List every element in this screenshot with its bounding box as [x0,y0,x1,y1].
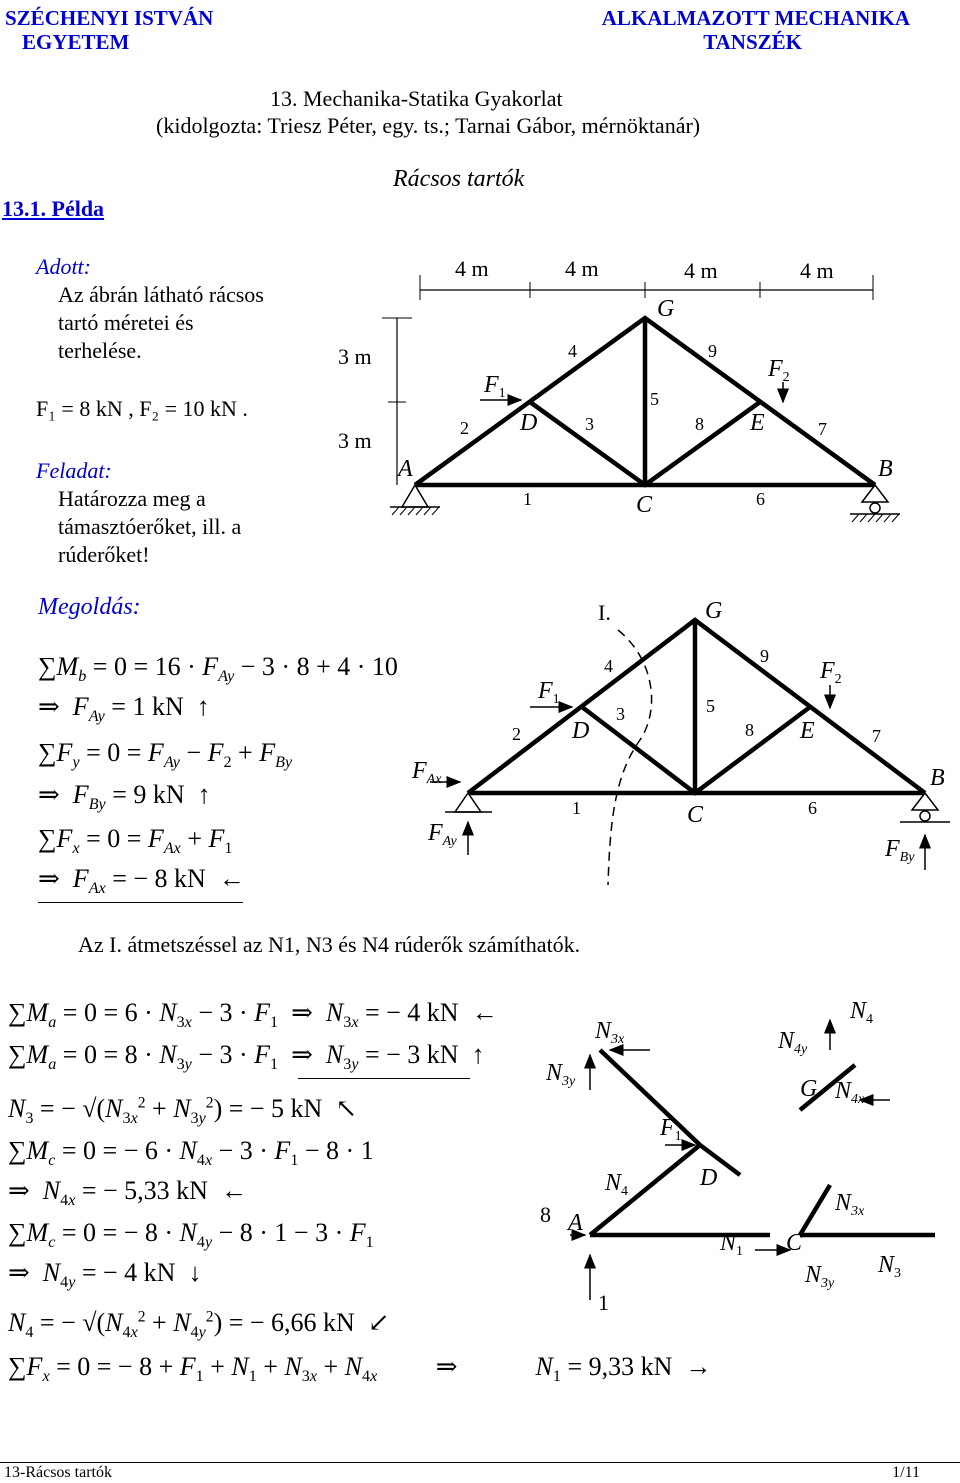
member-1b-label: 1 [572,798,581,818]
equation-N4y-result: ⇒ $N_{4y}$ = − 4 kN ↓ [8,1258,202,1292]
given-text-3: terhelése. [58,338,142,363]
force-FBy-label: $F_{By}$ [885,836,915,865]
equation-FAx-result: ⇒ $F_{Ax}$ = − 8 kN ← [38,864,245,898]
cut-label: I. [598,600,611,625]
fbd-N4b-label: $N_4$ [605,1170,629,1199]
member-5b-label: 5 [706,696,715,716]
fbd-N3yb-label: $N_{3y}$ [805,1262,835,1291]
dim-top-1: 4 m [455,256,489,281]
force-FAy-label: $F_{Ay}$ [428,820,457,849]
force-FAx-label: $F_{Ax}$ [412,758,442,787]
dim-left-1: 3 m [338,344,372,369]
node-B2-label: B [930,765,945,791]
task-text-2: támasztóerőket, ill. a [58,514,242,539]
node-C-label: C [636,492,653,518]
fbd-N4-label: $N_4$ [850,998,874,1027]
dim-top-4: 4 m [800,258,834,283]
truss-diagram-1 [0,0,960,600]
footer-rule [0,1462,960,1463]
equation-sum-Fy: $\sum F_y = 0 = F_{Ay} - F_2 + F_{By}$ [38,738,293,772]
fbd-1-label: 1 [598,1290,609,1315]
practice-title: 13. Mechanika-Statika Gyakorlat [270,86,563,111]
free-body-diagram [0,990,960,1370]
member-5-label: 5 [650,389,659,409]
node-A-label: A [398,456,413,482]
solution-label: Megoldás: [38,594,141,620]
node-E2-label: E [800,718,815,744]
department-name-line2: TANSZÉK [703,30,802,54]
given-label: Adott: [36,254,91,279]
equation-Mc-N4x: $\sum M_c = 0$ = − $6 \cdot N_{4x} - 3 \cdot F_1 - 8 \cdot 1$ [8,1136,374,1170]
member-8b-label: 8 [745,720,754,740]
force-F1-label: $F_1$ [484,372,506,401]
member-4b-label: 4 [604,656,613,676]
equation-Ma-N3x: $\sum M_a = 0 = 6 \cdot N_{3x} - 3 \cdot F_1$ ⇒ $N_{3x}$ = − 4 kN ← [8,998,498,1032]
task-label: Feladat: [36,458,112,483]
fbd-A-label: A [568,1210,583,1236]
equation-Ma-N3y: $\sum M_a = 0 = 8 \cdot N_{3y} - 3 \cdot F_1$ ⇒ $N_{3y}$ = − 3 kN ↑ [8,1040,485,1074]
node-D2-label: D [572,718,590,744]
example-label: 13.1. Példa [2,196,105,221]
given-text-1: Az ábrán látható rácsos [58,282,264,307]
node-E-label: E [750,410,765,436]
fbd-G-label: G [800,1076,818,1102]
equation-N3: $N_3$ = − $√(N_{3x}^2 + N_{3y}^2)$ = − 5 kN ↖ [8,1094,358,1128]
dim-top-3: 4 m [684,258,718,283]
member-9b-label: 9 [760,646,769,666]
equation-sum-Fx-N1: $\sum F_x = 0$ = − $8 + F_1 + N_1 + N_{3x} + N_{4x}$ ⇒ $N_1 = 9,33$ kN → [8,1352,712,1386]
university-name-line2: EGYETEM [22,30,130,54]
fbd-N3-label: $N_3$ [878,1252,902,1281]
member-7b-label: 7 [872,726,881,746]
member-9-label: 9 [708,341,717,361]
fbd-F1-label: $F_1$ [660,1115,682,1144]
node-C2-label: C [687,802,704,828]
footer-left: 13-Rácsos tartók [4,1464,112,1481]
department-name-line1: ALKALMAZOTT MECHANIKA [601,6,910,30]
fbd-C-label: C [786,1230,803,1256]
authors-line: (kidolgozta: Triesz Péter, egy. ts.; Tarnai Gábor, mérnöktanár) [156,113,701,138]
footer-page-number: 1/11 [892,1464,920,1481]
member-3-label: 3 [585,414,594,434]
fbd-N1-label: $N_1$ [720,1230,744,1259]
fbd-N4x-label: $N_{4x}$ [835,1078,865,1107]
equation-sum-Fx: $\sum F_x = 0 = F_{Ax} + F_1$ [38,824,233,858]
member-3b-label: 3 [616,704,625,724]
university-name-line1: SZÉCHENYI ISTVÁN [5,6,214,30]
node-B-label: B [878,456,893,482]
member-6b-label: 6 [808,798,817,818]
truss-diagram-2 [0,590,960,890]
member-7-label: 7 [818,419,827,439]
equation-FBy-result: ⇒ $F_{By} = 9$ kN ↑ [38,780,211,814]
member-4-label: 4 [568,341,577,361]
fbd-D-label: D [700,1165,718,1191]
force-F2-label: $F_2$ [768,356,790,385]
dim-left-2: 3 m [338,428,372,453]
result-underline-1 [38,902,243,903]
section-note: Az I. átmetszéssel az N1, N3 és N4 rúderők számíthatók. [78,932,581,957]
fbd-N4y-label: $N_{4y}$ [778,1028,808,1057]
fbd-N3x-label: $N_{3x}$ [595,1018,625,1047]
topic-title: Rácsos tartók [393,166,525,192]
given-text-2: tartó méretei és [58,310,194,335]
node-D-label: D [520,410,538,436]
equation-moment-b: $\sum M_b = 0 = 16 \cdot F_{Ay} - 3 \cdot 8 + 4 \cdot 10$ [38,652,398,686]
member-6-label: 6 [756,489,765,509]
equation-FAy-result: ⇒ $F_{Ay} = 1$ kN ↑ [38,692,210,726]
fbd-N3y-label: $N_{3y}$ [546,1060,576,1089]
task-text-3: rúderőket! [58,542,150,567]
equation-N4x-result: ⇒ $N_{4x}$ = − 5,33 kN ← [8,1176,247,1210]
equation-N4: $N_4$ = − $√(N_{4x}^2 + N_{4y}^2)$ = − 6,66 kN ↙ [8,1308,390,1342]
dim-top-2: 4 m [565,256,599,281]
force-F1b-label: $F_1$ [538,678,560,707]
task-text-1: Határozza meg a [58,486,206,511]
equation-Mc-N4y: $\sum M_c = 0$ = − $8 \cdot N_{4y} - 8 \cdot 1 - 3 \cdot F_1$ [8,1218,374,1252]
member-2b-label: 2 [512,724,521,744]
member-1-label: 1 [523,489,532,509]
force-F2b-label: $F_2$ [820,658,842,687]
member-8-label: 8 [695,414,704,434]
loads-given: F₁ = 8 kN , F₂ = 10 kN . [36,396,248,421]
member-2-label: 2 [460,418,469,438]
fbd-8-label: 8 [540,1202,551,1227]
node-G-label: G [657,296,675,322]
node-G2-label: G [705,598,723,624]
fbd-N3xb-label: $N_{3x}$ [835,1190,865,1219]
